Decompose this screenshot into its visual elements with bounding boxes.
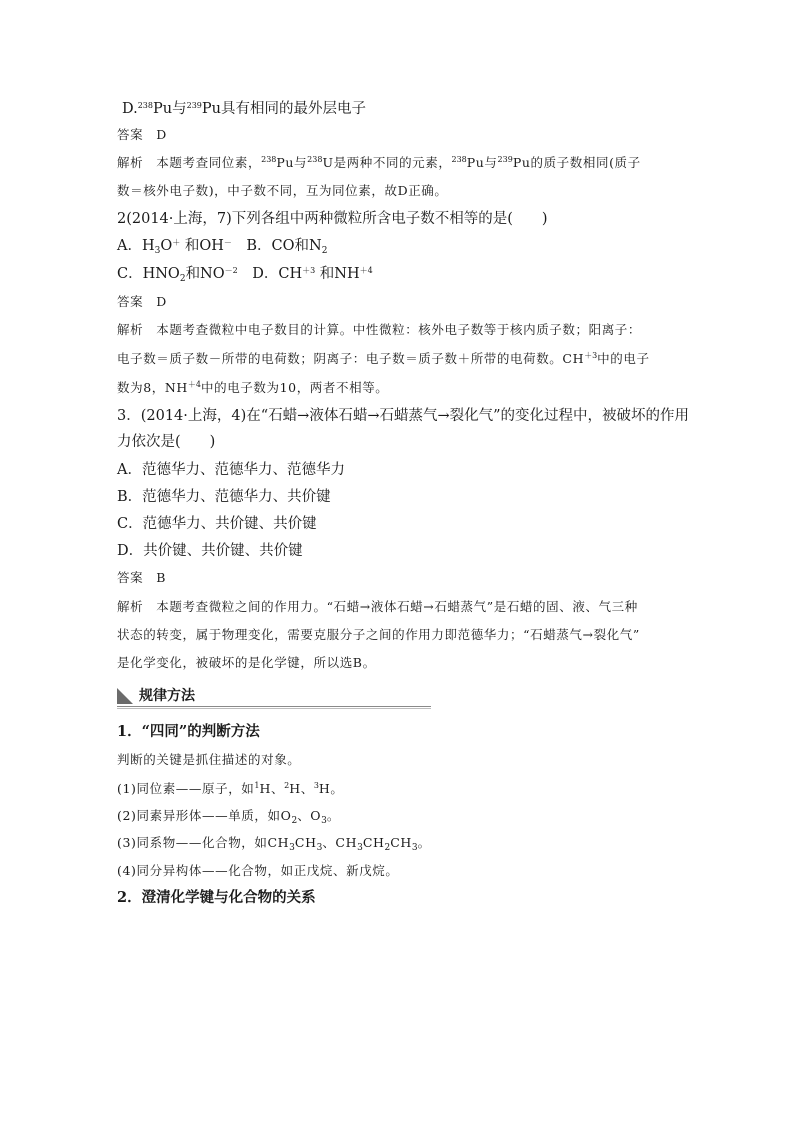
option-text: 和NO bbox=[185, 266, 225, 282]
subscript: 2 bbox=[321, 246, 328, 256]
rule-text: H、 bbox=[289, 781, 314, 796]
explanation-line bbox=[117, 349, 650, 369]
question-stem: 力依次是( ) bbox=[117, 434, 216, 450]
option-d-line bbox=[122, 99, 366, 119]
subscript: 3 bbox=[289, 843, 295, 853]
rule-item: (4)同分异构体——化合物，如正戊烷、新戊烷。 bbox=[117, 863, 399, 878]
mass-number: 239 bbox=[186, 101, 202, 110]
option-text: C．HNO bbox=[117, 266, 180, 282]
rule-text: CH bbox=[294, 835, 317, 850]
subsection-title: 1．“四同”的判断方法 bbox=[117, 723, 260, 740]
rule-text: CH bbox=[390, 835, 412, 850]
rule-text: H。 bbox=[318, 781, 344, 796]
answer-line: 答案 D bbox=[117, 294, 167, 309]
mass-number: 2 bbox=[284, 781, 290, 790]
mass-number: 238 bbox=[137, 101, 153, 110]
option-line bbox=[117, 236, 327, 256]
rule-item bbox=[117, 779, 344, 799]
explanation-text: 解析 本题考查同位素， bbox=[117, 155, 262, 170]
option-d: D．共价键、共价键、共价键 bbox=[117, 543, 303, 559]
explanation-text: 中的电子 bbox=[597, 351, 650, 366]
option-text: 和OH bbox=[180, 238, 224, 254]
rule-text: 。 bbox=[326, 808, 340, 823]
option-text: 和NH bbox=[315, 266, 360, 282]
explanation-line bbox=[117, 378, 388, 398]
charge-superscript: ＋ bbox=[172, 238, 181, 247]
option-c: C．范德华力、共价键、共价键 bbox=[117, 516, 317, 532]
option-text: 具有相同的最外层电子 bbox=[221, 101, 366, 117]
rule-intro: 判断的关键是抓住描述的对象。 bbox=[117, 752, 301, 767]
rule-text: (2)同素异形体——单质，如O bbox=[117, 808, 292, 823]
section-title: 规律方法 bbox=[139, 688, 195, 704]
mass-number: 239 bbox=[497, 155, 513, 164]
option-line bbox=[117, 264, 373, 284]
explanation-text: U是两种不同的元素， bbox=[322, 155, 452, 170]
rule-text: CH bbox=[362, 835, 385, 850]
mass-number: 238 bbox=[261, 155, 277, 164]
subscript: 2 bbox=[384, 843, 391, 853]
option-a: A．范德华力、范德华力、范德华力 bbox=[117, 462, 345, 478]
explanation-line: 数＝核外电子数)，中子数不同，互为同位素，故D正确。 bbox=[117, 183, 448, 198]
explanation-text: Pu与 bbox=[466, 155, 498, 170]
option-text: A．H bbox=[117, 238, 155, 254]
charge-superscript: ＋3 bbox=[302, 266, 316, 275]
question-stem: 3．(2014·上海，4)在“石蜡→液体石蜡→石蜡蒸气→裂化气”的变化过程中，被破坏的作用 bbox=[117, 408, 690, 424]
subscript: 3 bbox=[357, 843, 363, 853]
rule-item bbox=[117, 833, 431, 853]
explanation-text: 电子数＝质子数－所带的电荷数；阴离子：电子数＝质子数＋所带的电荷数。CH bbox=[117, 351, 585, 366]
answer-line: 答案 B bbox=[117, 570, 167, 585]
triangle-icon bbox=[117, 688, 133, 704]
mass-number: 238 bbox=[307, 155, 323, 164]
explanation-line: 解析 本题考查微粒中电子数目的计算。中性微粒：核外电子数等于核内质子数；阳离子： bbox=[117, 322, 642, 337]
rule-text: 、O bbox=[297, 808, 322, 823]
option-b: B．范德华力、范德华力、共价键 bbox=[117, 489, 331, 505]
element-symbol: Pu bbox=[153, 101, 173, 117]
explanation-line: 解析 本题考查微粒之间的作用力。“石蜡→液体石蜡→石蜡蒸气”是石蜡的固、液、气三种 bbox=[117, 599, 638, 614]
explanation-line bbox=[117, 153, 641, 173]
connector-text: 与 bbox=[172, 101, 187, 117]
subscript: 3 bbox=[321, 816, 327, 826]
subscript: 3 bbox=[411, 843, 418, 853]
mass-number: 1 bbox=[254, 781, 260, 790]
rule-text: (1)同位素——原子，如 bbox=[117, 781, 255, 796]
charge-superscript: － bbox=[223, 238, 232, 247]
charge-superscript: ＋4 bbox=[187, 380, 201, 389]
rule-text: (3)同系物——化合物，如CH bbox=[117, 835, 290, 850]
question-stem: 2(2014·上海，7)下列各组中两种微粒所含电子数不相等的是( ) bbox=[117, 211, 548, 227]
explanation-text: Pu与 bbox=[276, 155, 308, 170]
answer-line: 答案 D bbox=[117, 127, 167, 142]
explanation-line: 是化学变化，被破坏的是化学键，所以选B。 bbox=[117, 655, 376, 670]
option-label: D. bbox=[122, 101, 138, 117]
explanation-text: 中的电子数为10，两者不相等。 bbox=[201, 380, 389, 395]
rule-text: 、CH bbox=[322, 835, 358, 850]
subscript: 3 bbox=[154, 246, 161, 256]
rule-item bbox=[117, 806, 340, 826]
rule-text: H、 bbox=[259, 781, 285, 796]
mass-number: 3 bbox=[313, 781, 319, 790]
option-text: D．CH bbox=[237, 266, 303, 282]
subsection-title: 2．澄清化学键与化合物的关系 bbox=[117, 889, 316, 906]
subscript: 2 bbox=[291, 816, 298, 826]
explanation-text: Pu的质子数相同(质子 bbox=[512, 155, 641, 170]
charge-superscript: ＋3 bbox=[584, 351, 598, 360]
section-heading bbox=[117, 686, 431, 708]
charge-superscript: －2 bbox=[224, 266, 238, 275]
option-text: B．CO和N bbox=[231, 238, 322, 254]
subscript: 3 bbox=[316, 843, 323, 853]
heading-divider bbox=[117, 706, 431, 709]
charge-superscript: ＋4 bbox=[359, 266, 373, 275]
rule-text: 。 bbox=[417, 835, 431, 850]
mass-number: 238 bbox=[451, 155, 467, 164]
explanation-line: 状态的转变，属于物理变化，需要克服分子之间的作用力即范德华力；“石蜡蒸气→裂化气” bbox=[117, 627, 640, 642]
option-text: O bbox=[160, 238, 173, 254]
element-symbol: Pu bbox=[201, 101, 221, 117]
subscript: 2 bbox=[179, 274, 186, 284]
explanation-text: 数为8，NH bbox=[117, 380, 188, 395]
